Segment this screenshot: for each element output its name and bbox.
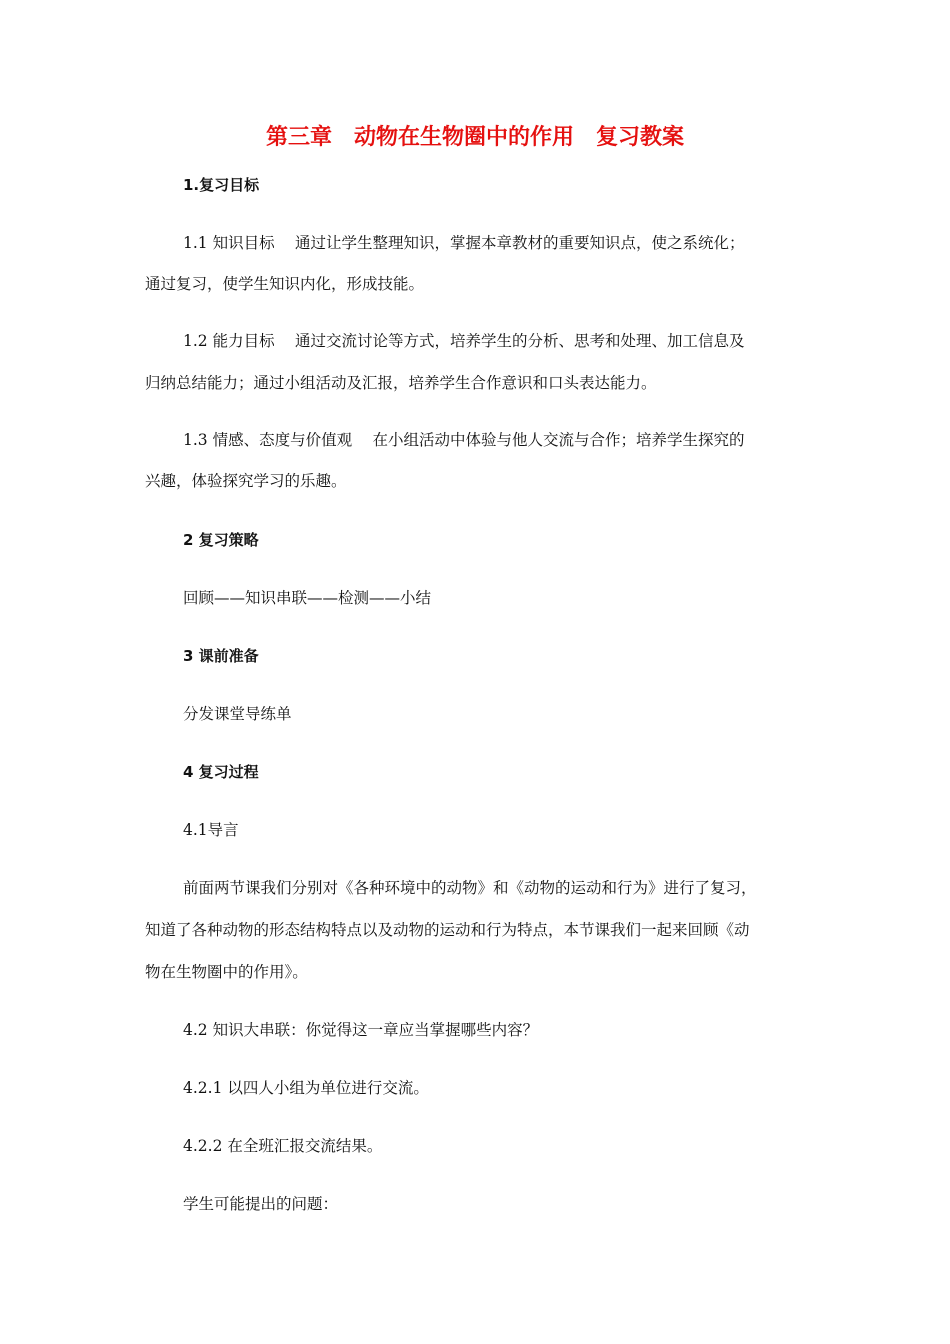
paragraph-introduction-line1: 前面两节课我们分别对《各种环境中的动物》和《动物的运动和行为》进行了复习， <box>183 879 757 897</box>
section-heading-strategy: 2 复习策略 <box>183 531 259 549</box>
paragraph-knowledge-goal-line2: 通过复习，使学生知识内化，形成技能。 <box>145 275 425 293</box>
item-group-exchange: 4.2.1 以四人小组为单位进行交流。 <box>183 1079 429 1097</box>
paragraph-introduction-line3: 物在生物圈中的作用》。 <box>145 963 308 981</box>
paragraph-preparation: 分发课堂导练单 <box>183 705 292 723</box>
subheading-knowledge-link: 4.2 知识大串联：你觉得这一章应当掌握哪些内容？ <box>183 1021 539 1039</box>
section-heading-preparation: 3 课前准备 <box>183 647 259 665</box>
paragraph-knowledge-goal-line1: 1.1 知识目标 通过让学生整理知识，掌握本章教材的重要知识点，使之系统化； <box>183 234 745 252</box>
section-heading-process: 4 复习过程 <box>183 763 259 781</box>
section-heading-objectives: 1.复习目标 <box>183 176 260 194</box>
paragraph-ability-goal-line1: 1.2 能力目标 通过交流讨论等方式，培养学生的分析、思考和处理、加工信息及 <box>183 332 745 350</box>
paragraph-attitude-goal-line1: 1.3 情感、态度与价值观 在小组活动中体验与他人交流与合作；培养学生探究的 <box>183 431 745 449</box>
subheading-introduction: 4.1导言 <box>183 821 239 839</box>
paragraph-attitude-goal-line2: 兴趣，体验探究学习的乐趣。 <box>145 472 347 490</box>
paragraph-possible-questions: 学生可能提出的问题： <box>183 1195 339 1213</box>
paragraph-ability-goal-line2: 归纳总结能力；通过小组活动及汇报，培养学生合作意识和口头表达能力。 <box>145 374 657 392</box>
paragraph-introduction-line2: 知道了各种动物的形态结构特点以及动物的运动和行为特点，本节课我们一起来回顾《动 <box>145 921 750 939</box>
document-title: 第三章 动物在生物圈中的作用 复习教案 <box>265 125 684 150</box>
item-class-report: 4.2.2 在全班汇报交流结果。 <box>183 1137 383 1155</box>
paragraph-strategy: 回顾——知识串联——检测——小结 <box>183 589 432 607</box>
